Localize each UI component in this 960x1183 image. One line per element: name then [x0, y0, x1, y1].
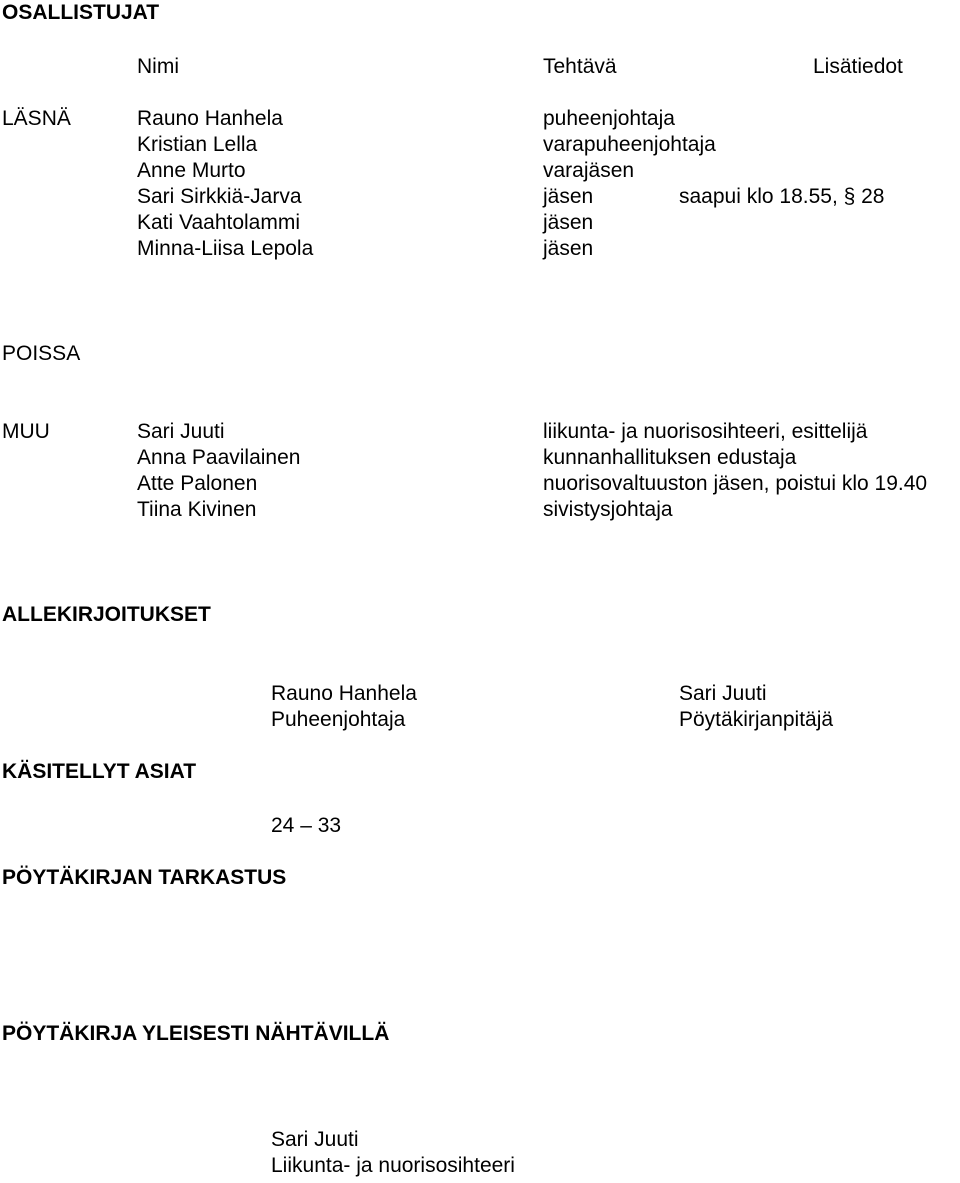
- signatures-heading: ALLEKIRJOITUKSET: [2, 603, 211, 626]
- review-heading: PÖYTÄKIRJAN TARKASTUS: [2, 866, 287, 889]
- present-name: Minna-Liisa Lepola: [137, 237, 314, 260]
- absent-label: POISSA: [2, 342, 81, 365]
- column-role-header: Tehtävä: [543, 55, 617, 78]
- participants-heading: OSALLISTUJAT: [2, 1, 160, 24]
- signature-left-name: Rauno Hanhela: [271, 682, 417, 705]
- present-role: jäsen: [543, 237, 594, 260]
- other-role: kunnanhallituksen edustaja: [543, 446, 797, 469]
- present-role: varajäsen: [543, 159, 635, 182]
- other-name: Tiina Kivinen: [137, 498, 257, 521]
- items-range: 24 – 33: [271, 814, 342, 837]
- present-info: saapui klo 18.55, § 28: [679, 185, 885, 208]
- signature-right-title: Pöytäkirjanpitäjä: [679, 708, 834, 731]
- other-role: nuorisovaltuuston jäsen, poistui klo 19.40: [543, 472, 928, 495]
- other-name: Sari Juuti: [137, 420, 225, 443]
- items-heading: KÄSITELLYT ASIAT: [2, 760, 197, 783]
- other-role: sivistysjohtaja: [543, 498, 673, 521]
- present-name: Anne Murto: [137, 159, 246, 182]
- present-role: jäsen: [543, 211, 594, 234]
- public-name: Sari Juuti: [271, 1128, 359, 1151]
- signature-right-name: Sari Juuti: [679, 682, 767, 705]
- other-name: Anna Paavilainen: [137, 446, 301, 469]
- present-name: Rauno Hanhela: [137, 107, 283, 130]
- public-title: Liikunta- ja nuorisosihteeri: [271, 1154, 515, 1177]
- present-role: jäsen: [543, 185, 594, 208]
- other-name: Atte Palonen: [137, 472, 258, 495]
- public-heading: PÖYTÄKIRJA YLEISESTI NÄHTÄVILLÄ: [2, 1022, 390, 1045]
- present-label: LÄSNÄ: [2, 107, 71, 130]
- present-role: varapuheenjohtaja: [543, 133, 716, 156]
- other-label: MUU: [2, 420, 50, 443]
- present-name: Kristian Lella: [137, 133, 258, 156]
- column-info-header: Lisätiedot: [813, 55, 903, 78]
- signature-left-title: Puheenjohtaja: [271, 708, 406, 731]
- present-name: Kati Vaahtolammi: [137, 211, 301, 234]
- other-role: liikunta- ja nuorisosihteeri, esittelijä: [543, 420, 868, 443]
- present-name: Sari Sirkkiä-Jarva: [137, 185, 302, 208]
- column-name-header: Nimi: [137, 55, 179, 78]
- present-role: puheenjohtaja: [543, 107, 675, 130]
